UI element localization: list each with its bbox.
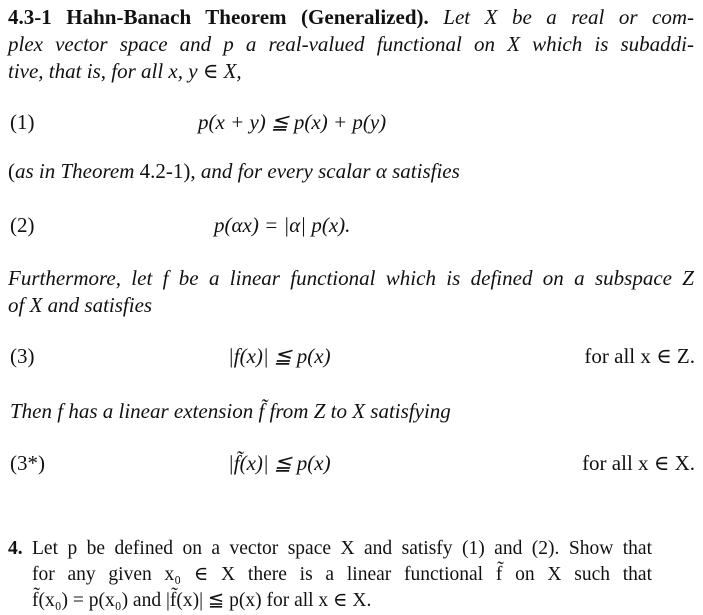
equation-2-formula: p(αx) = |α| p(x). [214,213,351,237]
furthermore-line-2: of X and satisfies [8,293,153,317]
exercise-line-2: for any given x₀ ∈ X there is a linear functional f̃ on X such that [32,564,652,585]
after-eq1-italic-text: as in Theorem [15,159,135,183]
exercise-line-3: f̃(x₀) = p(x₀) and |f̃(x)| ≦ p(x) for all x ∈ X. [32,590,372,611]
equation-3-formula: |f(x)| ≦ p(x) [228,344,331,368]
after-eq1-reference: 4.2-1 [139,159,184,183]
exercise-line-1: Let p be defined on a vector space X and satisfy (1) and (2). Show that [32,538,652,559]
after-equation-1-line [8,158,460,185]
furthermore-line-1: Furthermore, let f be a linear functional which is defined on a subspace Z [8,266,694,290]
theorem-intro-line-2: plex vector space and p a real-valued functional on X which is subaddi- [8,32,694,56]
equation-2-label: (2) [10,213,35,237]
equation-3star-formula: |f̃(x)| ≦ p(x) [228,451,331,475]
equation-3star-condition: for all x ∈ X. [582,451,695,475]
exercise-number: 4. [8,538,23,559]
theorem-number: 4.3-1 [8,5,52,29]
equation-3star-label: (3*) [10,451,45,475]
theorem-line-1 [8,4,694,31]
then-line: Then f has a linear extension f̃ from Z to X satisfying [10,399,451,423]
after-eq1-rest: and for every scalar α satisfies [200,159,460,183]
theorem-intro-line-3: tive, that is, for all x, y ∈ X, [8,59,242,83]
theorem-title: Hahn-Banach Theorem (Generalized). [66,5,429,29]
equation-1-label: (1) [10,110,35,134]
after-eq1-paren-open: ( [8,159,15,183]
equation-3-condition: for all x ∈ Z. [584,344,695,368]
equation-3-label: (3) [10,344,35,368]
theorem-intro-line-1: Let X be a real or com- [443,5,695,29]
equation-1-formula: p(x + y) ≦ p(x) + p(y) [198,110,387,134]
after-eq1-paren-close: ), [183,159,196,183]
